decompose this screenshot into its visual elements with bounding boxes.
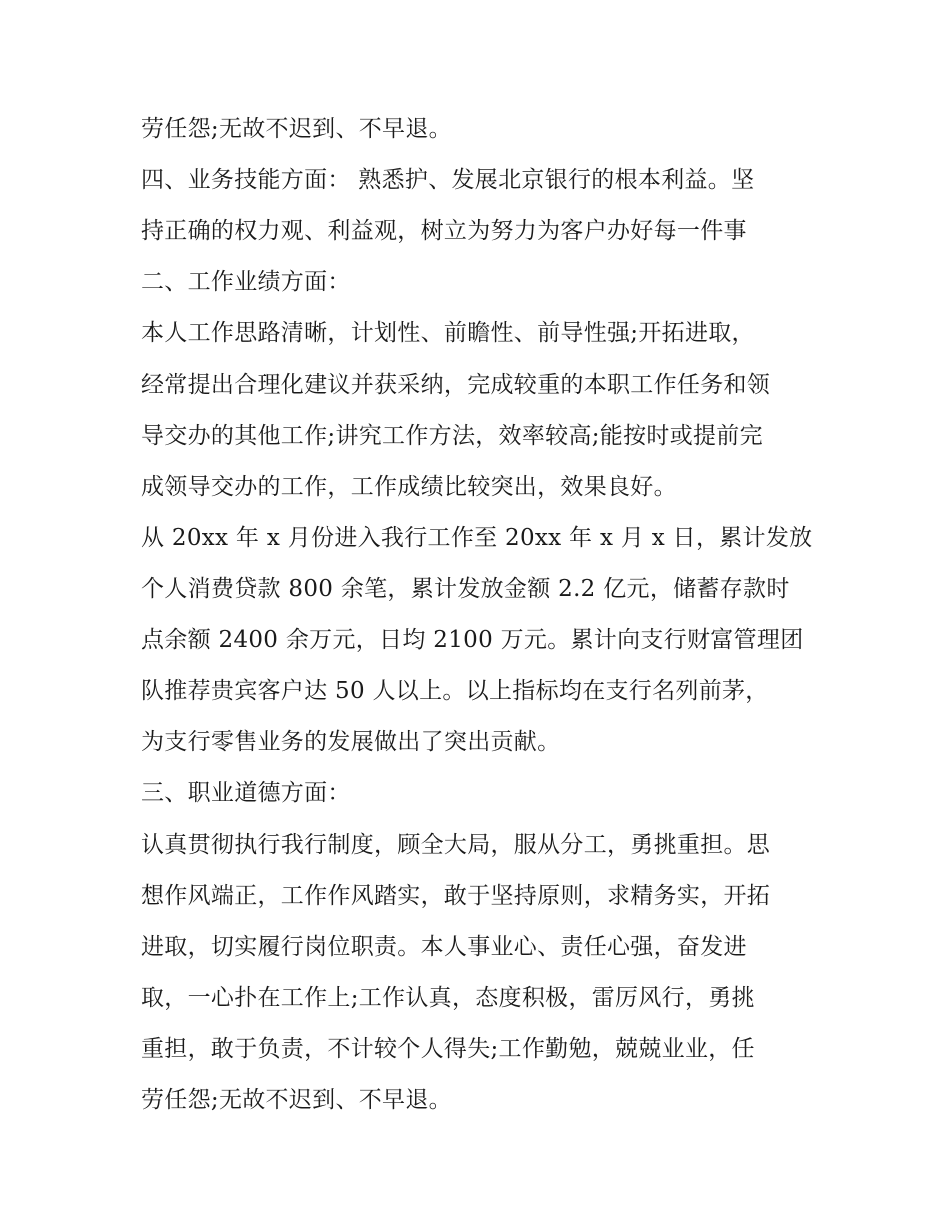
section-heading-business-skills: 四、业务技能方面： 熟悉护、发展北京银行的根本利益。坚 [141,167,755,193]
text-line: 持正确的权力观、利益观，树立为努力为客户办好每一件事 [141,218,747,244]
text-line: 导交办的其他工作;讲究工作方法，效率较高;能按时或提前完 [141,423,763,449]
text-line: 点余额 2400 余万元，日均 2100 万元。累计向支行财富管理团 [141,627,804,653]
text-line: 想作风端正，工作作风踏实，敢于坚持原则，求精务实，开拓 [141,883,771,909]
text-line: 队推荐贵宾客户达 50 人以上。以上指标均在支行名列前茅， [141,678,769,704]
text-line: 取，一心扑在工作上;工作认真，态度积极，雷厉风行，勇挑 [141,985,755,1011]
text-line: 个人消费贷款 800 余笔，累计发放金额 2.2 亿元，储蓄存款时 [141,576,790,602]
text-line: 本人工作思路清晰，计划性、前瞻性、前导性强;开拓进取， [141,320,755,346]
text-line: 成领导交办的工作，工作成绩比较突出，效果良好。 [141,474,677,500]
section-heading-performance: 二、工作业绩方面： [141,269,351,295]
text-line: 劳任怨;无故不迟到、不早退。 [141,1087,452,1113]
section-heading-professional-ethics: 三、职业道德方面： [141,780,351,806]
text-line: 从 20xx 年 x 月份进入我行工作至 20xx 年 x 月 x 日，累计发放 [141,525,813,551]
text-line: 劳任怨;无故不迟到、不早退。 [141,116,452,142]
text-line: 进取，切实履行岗位职责。本人事业心、责任心强，奋发进 [141,934,747,960]
text-line: 经常提出合理化建议并获采纳，完成较重的本职工作任务和领 [141,372,771,398]
text-line: 认真贯彻执行我行制度，顾全大局，服从分工，勇挑重担。思 [141,832,771,858]
text-line: 为支行零售业务的发展做出了突出贡献。 [141,729,561,755]
text-line: 重担，敢于负责，不计较个人得失;工作勤勉，兢兢业业，任 [141,1036,755,1062]
